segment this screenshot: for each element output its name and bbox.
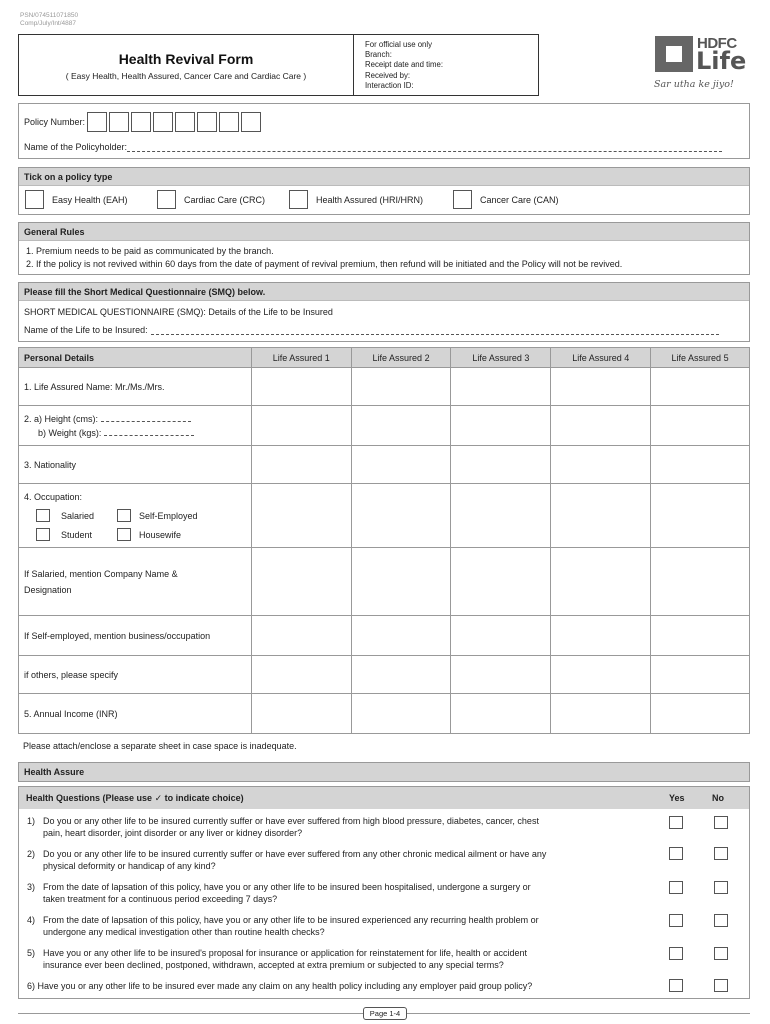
input-cell[interactable] <box>251 656 351 694</box>
policy-number-digit[interactable] <box>241 112 261 132</box>
table-row <box>19 446 750 484</box>
input-cell[interactable] <box>351 406 451 446</box>
interaction-id-field: Interaction ID: <box>365 80 414 90</box>
table-header-row <box>19 348 750 368</box>
no-checkbox[interactable] <box>714 979 728 992</box>
input-cell[interactable] <box>451 694 551 734</box>
row-label <box>19 484 252 548</box>
question-text: Do you or any other life to be insured currently suffer or have ever suffered from high blood pressure, diabetes, cancer, chest <box>43 816 539 826</box>
policy-type-section <box>18 167 750 215</box>
no-column-header: No <box>712 793 724 803</box>
input-cell[interactable] <box>451 368 551 406</box>
attach-note: Please attach/enclose a separate sheet in case space is inadequate. <box>23 741 297 751</box>
occupation-checkbox[interactable] <box>117 509 131 522</box>
receipt-date-field: Receipt date and time: <box>365 60 444 70</box>
height-field[interactable] <box>101 414 191 422</box>
health-question <box>27 947 647 971</box>
health-questions-title-cont: to indicate choice) <box>164 793 244 803</box>
policy-type-option[interactable] <box>25 190 128 209</box>
table-row <box>19 616 750 656</box>
salaried-label: If Salaried, mention Company Name & <box>24 568 178 579</box>
input-cell[interactable] <box>251 694 351 734</box>
weight-label: b) Weight (kgs): <box>38 427 102 438</box>
input-cell[interactable] <box>651 656 750 694</box>
yes-checkbox[interactable] <box>669 881 683 894</box>
input-cell[interactable] <box>551 548 651 616</box>
row-label: 5. Annual Income (INR) <box>19 694 252 734</box>
table-row <box>19 694 750 734</box>
hdfc-life-logo <box>652 36 752 98</box>
input-cell[interactable] <box>451 406 551 446</box>
health-question <box>27 980 667 992</box>
input-cell[interactable] <box>451 616 551 656</box>
policy-number-digit[interactable] <box>131 112 151 132</box>
question-text: Have you or any other life to be insured's proposal for insurance or application for reinstatement for life, health or accident <box>43 948 527 958</box>
input-cell[interactable] <box>551 446 651 484</box>
smq-header: Please fill the Short Medical Questionnaire (SMQ) below. <box>19 283 749 301</box>
question-number: 3) <box>27 882 36 892</box>
health-question <box>27 914 647 938</box>
input-cell[interactable] <box>551 406 651 446</box>
health-questions-section <box>18 786 750 999</box>
input-cell[interactable] <box>251 616 351 656</box>
policy-type-label: Health Assured (HRI/HRN) <box>316 194 424 205</box>
table-row <box>19 548 750 616</box>
input-cell[interactable] <box>651 616 750 656</box>
health-question <box>27 815 647 839</box>
question-text-cont: taken treatment for a continuous period exceeding 7 days? <box>43 894 278 904</box>
input-cell[interactable] <box>251 406 351 446</box>
received-by-field: Received by: <box>365 70 411 80</box>
question-text: Do you or any other life to be insured currently suffer or have ever suffered from any other chronic medical ailment or have any <box>43 849 547 859</box>
occupation-option-label: Self-Employed <box>139 510 198 521</box>
input-cell[interactable] <box>451 446 551 484</box>
policy-type-header: Tick on a policy type <box>19 168 749 186</box>
policy-type-label: Cancer Care (CAN) <box>480 194 559 205</box>
row-label: If Self-employed, mention business/occupation <box>19 616 252 656</box>
occupation-option-label: Salaried <box>61 510 95 521</box>
question-text-cont: undergone any medical investigation other than routine health checks? <box>43 927 325 937</box>
policy-number-digit[interactable] <box>109 112 129 132</box>
question-number: 2) <box>27 849 36 859</box>
input-cell[interactable] <box>651 446 750 484</box>
input-cell[interactable] <box>251 368 351 406</box>
psn-code: PSN/074511071850 <box>20 12 79 19</box>
yes-checkbox[interactable] <box>669 979 683 992</box>
occupation-label: 4. Occupation: <box>24 491 83 502</box>
policy-section <box>18 103 750 159</box>
no-checkbox[interactable] <box>714 914 728 927</box>
form-title-box <box>18 34 354 96</box>
input-cell[interactable] <box>551 694 651 734</box>
no-checkbox[interactable] <box>714 881 728 894</box>
question-number: 5) <box>27 948 36 958</box>
policy-number-digit[interactable] <box>219 112 239 132</box>
input-cell[interactable] <box>351 616 451 656</box>
yes-column-header: Yes <box>669 793 685 803</box>
input-cell[interactable] <box>351 548 451 616</box>
personal-details-header: Personal Details <box>19 348 252 368</box>
input-cell[interactable] <box>551 616 651 656</box>
row-label: 3. Nationality <box>19 446 252 484</box>
input-cell[interactable] <box>651 484 750 548</box>
weight-field[interactable] <box>104 428 194 436</box>
input-cell[interactable] <box>251 446 351 484</box>
input-cell[interactable] <box>651 548 750 616</box>
question-text: From the date of lapsation of this policy, have you or any other life to be insured been hospitalised, undergone a surgery or <box>43 882 531 892</box>
row-label <box>19 406 252 446</box>
input-cell[interactable] <box>651 406 750 446</box>
smq-subtitle: SHORT MEDICAL QUESTIONNAIRE (SMQ): Details of the Life to be Insured <box>24 307 333 317</box>
general-rules-section <box>18 222 750 275</box>
no-checkbox[interactable] <box>714 816 728 829</box>
health-questions-header <box>19 787 749 809</box>
yes-checkbox[interactable] <box>669 947 683 960</box>
column-header: Life Assured 5 <box>651 348 750 368</box>
table-row <box>19 656 750 694</box>
form-subtitle: ( Easy Health, Health Assured, Cancer Care and Cardiac Care ) <box>65 71 307 81</box>
policy-type-checkbox[interactable] <box>157 190 176 209</box>
question-text-cont: pain, heart disorder, joint disorder or any liver or kidney disorder? <box>43 828 303 838</box>
input-cell[interactable] <box>351 484 451 548</box>
policy-number-digit[interactable] <box>87 112 107 132</box>
column-header: Life Assured 2 <box>351 348 451 368</box>
official-use-box <box>353 34 539 96</box>
table-row <box>19 368 750 406</box>
input-cell[interactable] <box>651 694 750 734</box>
occupation-checkbox[interactable] <box>36 528 50 541</box>
input-cell[interactable] <box>451 656 551 694</box>
rule-item: 2. If the policy is not revived within 60 days from the date of payment of revival premium, then refund will be initiated and the Policy will not be revived. <box>26 259 623 269</box>
input-cell[interactable] <box>451 548 551 616</box>
policyholder-field[interactable] <box>127 142 722 152</box>
smq-section <box>18 282 750 342</box>
yes-checkbox[interactable] <box>669 847 683 860</box>
policyholder-label: Name of the Policyholder: <box>24 142 128 152</box>
policy-number-digit[interactable] <box>175 112 195 132</box>
column-header: Life Assured 4 <box>551 348 651 368</box>
policy-type-label: Easy Health (EAH) <box>52 194 128 205</box>
input-cell[interactable] <box>351 694 451 734</box>
health-question <box>27 848 647 872</box>
row-label: if others, please specify <box>19 656 252 694</box>
occupation-option-label: Student <box>61 529 93 540</box>
occupation-checkbox[interactable] <box>36 509 50 522</box>
row-label <box>19 548 252 616</box>
policy-type-option[interactable] <box>289 190 423 209</box>
input-cell[interactable] <box>351 656 451 694</box>
logo-square-icon <box>655 36 693 72</box>
health-questions-title: Health Questions (Please use <box>26 793 153 803</box>
row-label: 1. Life Assured Name: Mr./Ms./Mrs. <box>19 368 252 406</box>
health-assure-header: Health Assure <box>18 762 750 782</box>
page-number: Page 1-4 <box>363 1007 407 1020</box>
personal-details-table <box>18 347 750 734</box>
official-use-label: For official use only <box>365 40 433 49</box>
check-mark-icon: ✓ <box>154 793 163 803</box>
question-text: 6) Have you or any other life to be insured ever made any claim on any health policy including any employer paid group policy? <box>27 981 533 991</box>
no-checkbox[interactable] <box>714 847 728 860</box>
life-insured-field[interactable] <box>151 325 719 335</box>
health-question <box>27 881 647 905</box>
question-number: 4) <box>27 915 36 925</box>
branch-field: Branch: <box>365 50 392 60</box>
input-cell[interactable] <box>651 368 750 406</box>
height-label: 2. a) Height (cms): <box>24 413 99 424</box>
input-cell[interactable] <box>351 368 451 406</box>
policy-type-checkbox[interactable] <box>453 190 472 209</box>
compliance-code: Comp/July/Int/4887 <box>20 20 77 27</box>
policy-type-checkbox[interactable] <box>25 190 44 209</box>
column-header: Life Assured 3 <box>451 348 551 368</box>
logo-brand-life: Life <box>696 47 747 75</box>
general-rules-header: General Rules <box>19 223 749 241</box>
policy-type-option[interactable] <box>157 190 265 209</box>
life-insured-label: Name of the Life to be Insured: <box>24 325 148 335</box>
input-cell[interactable] <box>551 484 651 548</box>
logo-tagline: Sar utha ke jiyo! <box>654 79 734 90</box>
input-cell[interactable] <box>351 446 451 484</box>
question-text: From the date of lapsation of this policy, have you or any other life to be insured experienced any recurring health problem or <box>43 915 539 925</box>
question-number: 1) <box>27 816 36 826</box>
input-cell[interactable] <box>251 548 351 616</box>
policy-number-digit[interactable] <box>153 112 173 132</box>
policy-number-digit[interactable] <box>197 112 217 132</box>
document-reference <box>20 12 78 28</box>
table-row <box>19 484 750 548</box>
question-text-cont: insurance ever been declined, postponed, withdrawn, accepted at extra premium or subjected to any special terms? <box>43 960 504 970</box>
form-title: Health Revival Form <box>118 51 254 67</box>
input-cell[interactable] <box>251 484 351 548</box>
input-cell[interactable] <box>551 656 651 694</box>
policy-type-option[interactable] <box>453 190 559 209</box>
policy-number-label: Policy Number: <box>24 117 86 127</box>
yes-checkbox[interactable] <box>669 914 683 927</box>
column-header: Life Assured 1 <box>251 348 351 368</box>
rule-item: 1. Premium needs to be paid as communicated by the branch. <box>26 246 274 256</box>
table-row <box>19 406 750 446</box>
salaried-label-cont: Designation <box>24 584 72 595</box>
policy-type-checkbox[interactable] <box>289 190 308 209</box>
question-text-cont: physical deformity or handicap of any kind? <box>43 861 216 871</box>
input-cell[interactable] <box>551 368 651 406</box>
input-cell[interactable] <box>451 484 551 548</box>
occupation-checkbox[interactable] <box>117 528 131 541</box>
occupation-option-label: Housewife <box>139 529 182 540</box>
no-checkbox[interactable] <box>714 947 728 960</box>
logo-brand: HDFC <box>697 35 737 52</box>
yes-checkbox[interactable] <box>669 816 683 829</box>
policy-type-label: Cardiac Care (CRC) <box>184 194 266 205</box>
